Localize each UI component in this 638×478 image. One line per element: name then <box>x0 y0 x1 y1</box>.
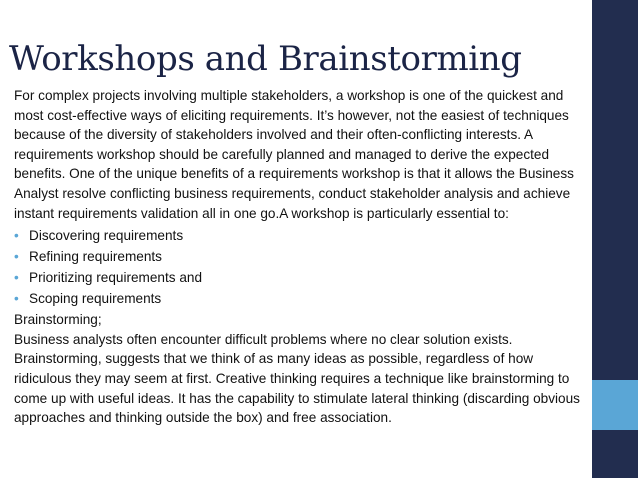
bullet-list <box>14 225 588 309</box>
bullet-dot-icon: • <box>14 270 19 286</box>
sidebar-dark-band-bottom <box>592 430 638 478</box>
bullet-dot-icon: • <box>14 228 19 244</box>
bullet-item-scoping <box>14 288 588 309</box>
closing-paragraph: Business analysts often encounter difficult problems where no clear solution exists. Brainstorming, suggests that we think of as many ideas as possible, regardless of how ridiculous they may seem at first. Creative thinking requires a technique like brainstorming to come up with useful ideas. It has the capability to stimulate lateral thinking (discarding obvious approaches and thinking outside the box) and free association. <box>14 331 580 426</box>
sidebar-dark-band <box>592 0 638 380</box>
bullet-item-discovering <box>14 225 588 246</box>
sidebar-accent-band <box>592 380 638 430</box>
bullet-label: Discovering requirements <box>29 228 184 244</box>
slide-content <box>14 86 588 428</box>
bullet-label: Scoping requirements <box>29 291 162 307</box>
slide-title: Workshops and Brainstorming <box>9 39 522 79</box>
bullet-label: Prioritizing requirements and <box>29 270 203 286</box>
bullet-dot-icon: • <box>14 249 19 265</box>
section-heading-brainstorming: Brainstorming; <box>14 312 102 328</box>
bullet-item-refining <box>14 246 588 267</box>
bullet-dot-icon: • <box>14 291 19 307</box>
decorative-sidebar <box>592 0 638 478</box>
intro-paragraph: For complex projects involving multiple stakeholders, a workshop is one of the quickest and most cost-effective ways of eliciting requirements. It’s however, not the easiest of techniques because of the diversity of stakeholders involved and their often-conflicting interests. A requirements workshop should be carefully planned and managed to derive the expected benefits. One of the unique benefits of a requirements workshop is that it allows the Business Analyst resolve conflicting business requirements, conduct stakeholder analysis and achieve instant requirements validation all in one go.A workshop is particularly essential to: <box>14 88 574 221</box>
bullet-label: Refining requirements <box>29 249 162 265</box>
bullet-item-prioritizing <box>14 267 588 288</box>
